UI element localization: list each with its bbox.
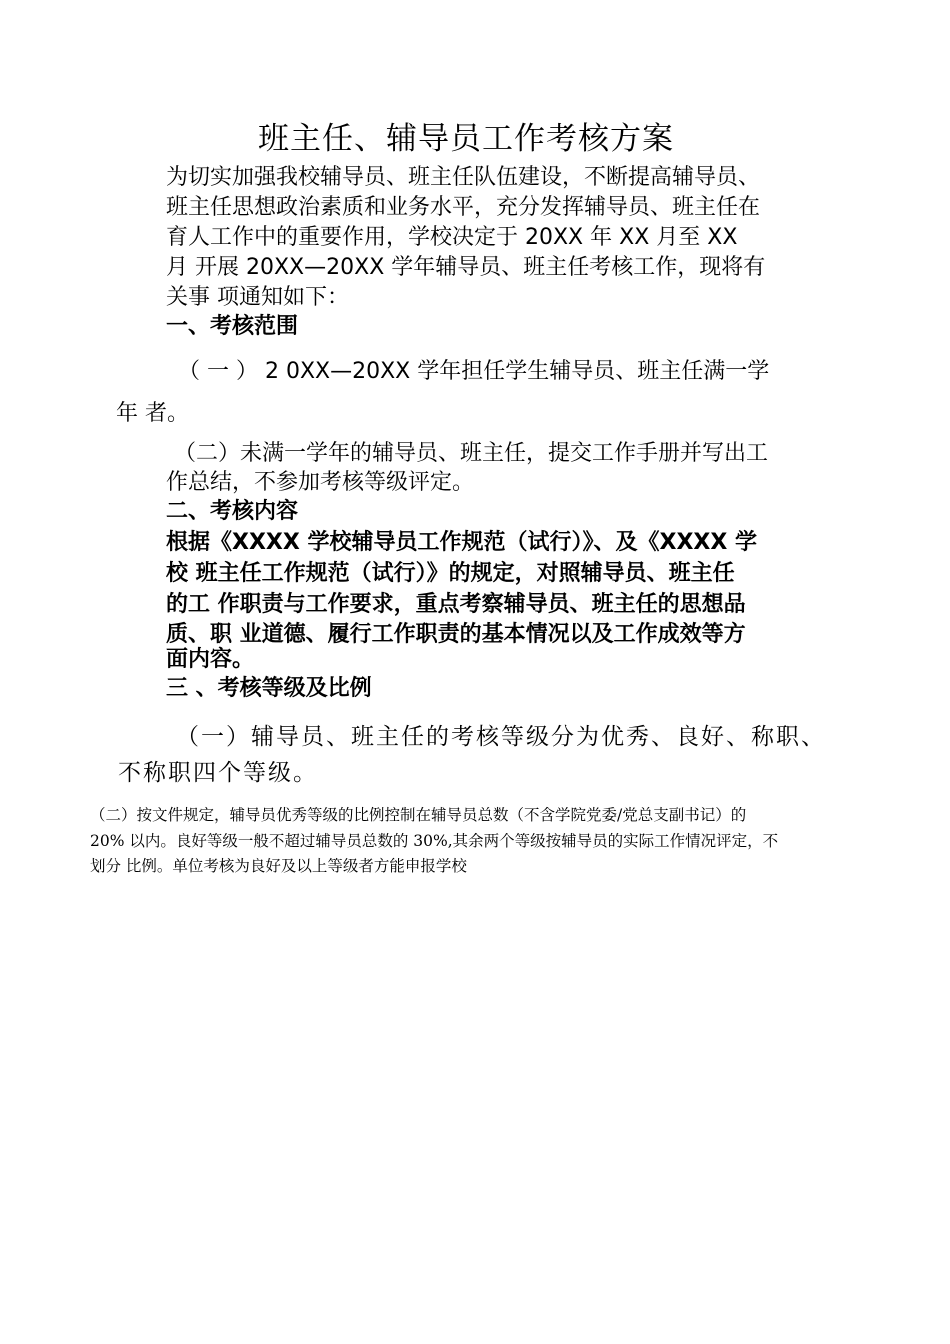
section3-heading: 三 、考核等级及比例 [166, 676, 372, 701]
section3-item2-line1: （二）按文件规定，辅导员优秀等级的比例控制在辅导员总数（不含学院党委/党总支副书记）的 [90, 806, 747, 824]
intro-line-1: 为切实加强我校辅导员、班主任队伍建设，不断提高辅导员、 [166, 165, 761, 190]
section2-line-5: 面内容。 [166, 647, 255, 672]
intro-line-3: 育人工作中的重要作用，学校决定于 20XX 年 XX 月至 XX [166, 225, 738, 250]
section2-line-3: 的工 作职责与工作要求，重点考察辅导员、班主任的思想品 [166, 592, 746, 617]
intro-line-2: 班主任思想政治素质和业务水平，充分发挥辅导员、班主任在 [166, 195, 761, 220]
section2-line-4: 质、职 业道德、履行工作职责的基本情况以及工作成效等方 [166, 622, 746, 647]
intro-line-4: 月 开展 20XX—20XX 学年辅导员、班主任考核工作，现将有 [166, 255, 766, 280]
section3-item2-line3: 划分 比例。单位考核为良好及以上等级者方能申报学校 [90, 857, 467, 875]
section1-item2-line2: 作总结，不参加考核等级评定。 [166, 470, 475, 495]
intro-line-5: 关事 项通知如下： [166, 285, 349, 310]
section3-item1-line2: 不称职四个等级。 [118, 760, 318, 786]
section2-heading: 二、考核内容 [166, 499, 299, 524]
section1-item1-line2: 年 者。 [116, 401, 189, 426]
section2-line-1: 根据《XXXX 学校辅导员工作规范（试行）》、及《XXXX 学 [166, 530, 758, 555]
section3-item2-line2: 20% 以内。良好等级一般不超过辅导员总数的 30%,其余两个等级按辅导员的实际工作情况评定，不 [90, 832, 779, 850]
document-title: 班主任、辅导员工作考核方案 [258, 121, 674, 157]
section1-heading: 一、考核范围 [166, 314, 299, 339]
section2-line-2: 校 班主任工作规范（试行）》的规定，对照辅导员、班主任 [166, 561, 735, 586]
section3-item1-line1: （一）辅导员、班主任的考核等级分为优秀、良好、称职、 [176, 724, 826, 750]
section1-item2-line1: （二）未满一学年的辅导员、班主任，提交工作手册并写出工 [174, 441, 769, 466]
section1-item1-line1: （ 一 ） 2 0XX—20XX 学年担任学生辅导员、班主任满一学 [178, 359, 770, 384]
